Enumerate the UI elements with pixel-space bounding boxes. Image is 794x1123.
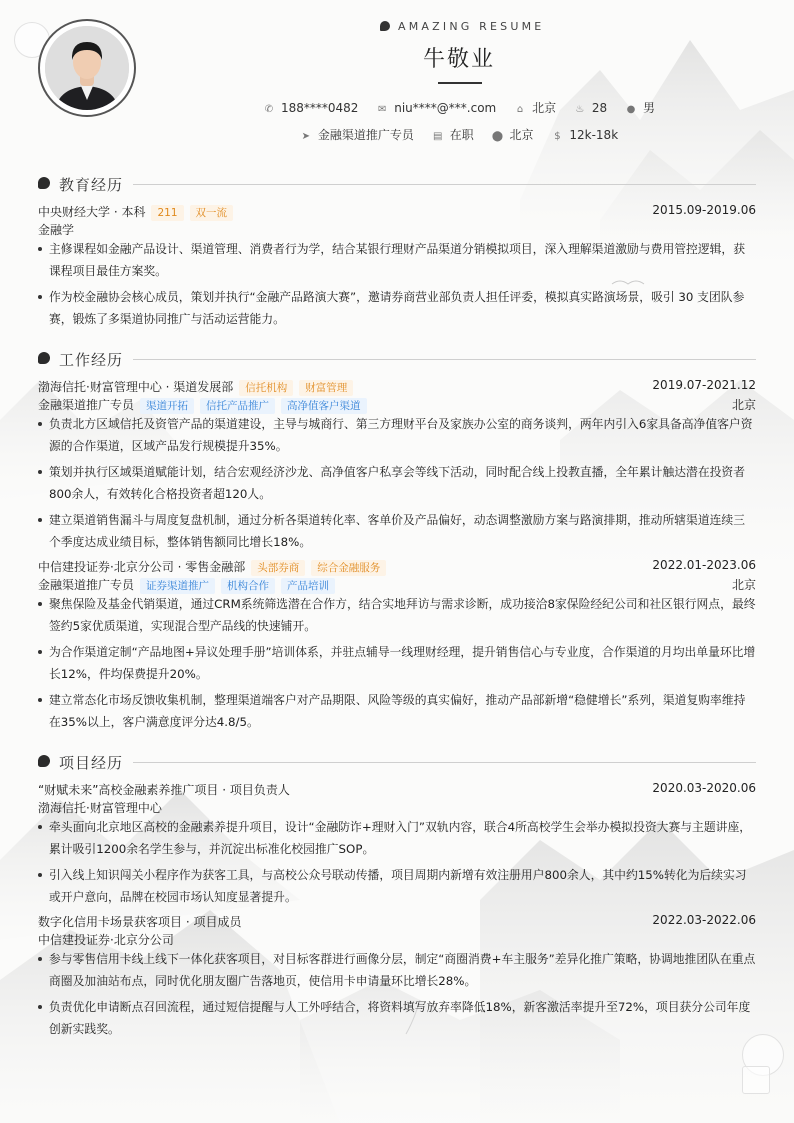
contact-email: ✉ niu****@***.com	[378, 101, 497, 115]
company-tag: 综合金融服务	[311, 560, 386, 576]
email-icon: ✉	[378, 104, 387, 115]
resume-tagline: AMAZING RESUME	[380, 20, 544, 33]
contact-phone: ✆ 188****0482	[264, 101, 359, 115]
company-tag: 信托机构	[239, 380, 293, 396]
list-item: 引入线上知识闯关小程序作为获客工具，与高校公众号联动传播，项目周期内新增有效注册用户800余人，其中约15%转化为后续实习或开户意向，品牌在校园市场认知度显著提升。	[38, 864, 756, 908]
skill-tag: 信托产品推广	[200, 398, 275, 414]
job-role: 金融渠道推广专员	[38, 398, 135, 412]
education-date: 2015.09-2019.06	[652, 203, 756, 217]
contact-age: ♨ 28	[575, 101, 608, 115]
list-item: 作为校金融协会核心成员，策划并执行“金融产品路演大赛”，邀请券商营业部负责人担任评委，模拟真实路演场景，吸引 30 支团队参赛，锻炼了多渠道协同推广与活动运营能力。	[38, 286, 756, 330]
section-education-heading: 教育经历	[38, 174, 756, 194]
decorative-ink-circle	[742, 1066, 770, 1094]
job-location: 北京	[731, 578, 756, 592]
list-item: 建立渠道销售漏斗与周度复盘机制，通过分析各渠道转化率、客单价及产品偏好，动态调整激励方案与路演排期，推动所辖渠道连续三个季度达成业绩目标，整体销售额同比增长18%。	[38, 509, 756, 553]
company-name: 渤海信托·财富管理中心 · 渠道发展部	[38, 380, 234, 394]
section-projects-heading: 项目经历	[38, 752, 756, 772]
phone-icon: ✆	[264, 104, 274, 115]
school-name: 中央财经大学 · 本科	[38, 205, 146, 219]
project-org: 中信建投证券·北京分公司	[38, 933, 174, 947]
list-item: 牵头面向北京地区高校的金融素养提升项目，设计“金融防诈+理财入门”双轨内容，联合4所高校学生会举办模拟投资大赛与主题讲座，累计吸引1200余名学生参与，并沉淀出标准化校园推广SOP。	[38, 816, 756, 860]
gender-icon: ●	[626, 104, 636, 115]
skill-tag: 高净值客户渠道	[281, 398, 367, 414]
ink-drop-icon	[38, 352, 50, 364]
location-icon: ⬤	[491, 131, 504, 142]
intent-status: ▤ 在职	[432, 128, 474, 142]
briefcase-icon: ▤	[432, 131, 443, 142]
education-header	[38, 203, 756, 219]
project-date: 2020.03-2020.06	[652, 781, 756, 795]
list-item: 负责北方区域信托及资管产品的渠道建设，主导与城商行、第三方理财平台及家族办公室的商务谈判，两年内引入6家具备高净值客户资源的合作渠道，区域产品发行规模提升35%。	[38, 413, 756, 457]
list-item: 为合作渠道定制“产品地图+异议处理手册”培训体系，并驻点辅导一线理财经理，提升销售信心与专业度，合作渠道的月均出单量环比增长12%，件均保费提升20%。	[38, 641, 756, 685]
section-divider	[133, 184, 756, 185]
project-date: 2022.03-2022.06	[652, 913, 756, 927]
skill-tag: 渠道开拓	[140, 398, 194, 414]
list-item: 负责优化申请断点召回流程，通过短信提醒与人工外呼结合，将资料填写放弃率降低18%，新客激活率提升至72%，项目获分公司年度创新实践奖。	[38, 996, 756, 1040]
job-intent-row	[0, 126, 794, 143]
section-divider	[133, 762, 756, 763]
project-header	[38, 781, 756, 797]
ink-drop-icon	[38, 177, 50, 189]
job-role-row	[38, 396, 756, 412]
list-item: 聚焦保险及基金代销渠道，通过CRM系统筛选潜在合作方，结合实地拜访与需求诊断，成功接洽8家保险经纪公司和社区银行网点，最终签约5家优质渠道，实现混合型产品线的快速铺开。	[38, 593, 756, 637]
list-item: 主修课程如金融产品设计、渠道管理、消费者行为学，结合某银行理财产品渠道分销模拟项目，深入理解渠道激励与费用管控逻辑，获课程项目最佳方案奖。	[38, 238, 756, 282]
candidate-name: 牛敬业	[422, 47, 495, 72]
education-major: 金融学	[38, 223, 75, 237]
project-name: “财赋未来”高校金融素养推广项目 · 项目负责人	[38, 783, 290, 797]
contact-gender: ● 男	[626, 101, 656, 115]
company-name: 中信建投证券·北京分公司 · 零售金融部	[38, 560, 246, 574]
job-role: 金融渠道推广专员	[38, 578, 135, 592]
company-tag: 头部券商	[251, 560, 305, 576]
name-underline	[438, 82, 482, 84]
ink-drop-icon	[38, 755, 50, 767]
project-name: 数字化信用卡场景获客项目 · 项目成员	[38, 915, 242, 929]
section-divider	[133, 359, 756, 360]
list-item: 建立常态化市场反馈收集机制，整理渠道端客户对产品期限、风险等级的真实偏好，推动产品部新增“稳健增长”系列，渠道复购率维持在35%以上，客户满意度评分达4.8/5。	[38, 689, 756, 733]
intent-city: ⬤ 北京	[491, 128, 534, 142]
list-item: 参与零售信用卡线上线下一体化获客项目，对目标客群进行画像分层，制定“商圈消费+车主服务”差异化推广策略，协调地推团队在重点商圈及加油站布点，同时优化朋友圈广告落地页，使信用卡申请量环比增长28%。	[38, 948, 756, 992]
skill-tag: 机构合作	[221, 578, 275, 594]
project-header	[38, 913, 756, 929]
ink-drop-icon	[380, 21, 390, 31]
contact-row	[0, 99, 794, 116]
intent-position: ➤ 金融渠道推广专员	[301, 128, 414, 142]
job-role-row	[38, 576, 756, 592]
home-icon: ⌂	[516, 104, 524, 115]
send-icon: ➤	[301, 131, 311, 142]
job-date: 2022.01-2023.06	[652, 558, 756, 572]
list-item: 策划并执行区域渠道赋能计划，结合宏观经济沙龙、高净值客户私享会等线下活动，同时配合线上投教直播，全年累计触达潜在投资者800余人，有效转化合格投资者超120人。	[38, 461, 756, 505]
intent-salary: $ 12k-18k	[551, 128, 618, 142]
contact-city: ⌂ 北京	[514, 99, 556, 116]
company-tag: 财富管理	[299, 380, 353, 396]
job-date: 2019.07-2021.12	[652, 378, 756, 392]
cake-icon: ♨	[575, 104, 585, 115]
skill-tag: 产品培训	[281, 578, 335, 594]
section-work-heading: 工作经历	[38, 349, 756, 369]
salary-icon: $	[554, 131, 561, 142]
school-tag: 211	[151, 205, 183, 221]
job-location: 北京	[731, 398, 756, 412]
job-header	[38, 378, 756, 394]
project-org: 渤海信托·财富管理中心	[38, 801, 162, 815]
school-tag: 双一流	[190, 205, 234, 221]
job-header	[38, 558, 756, 574]
skill-tag: 证券渠道推广	[140, 578, 215, 594]
